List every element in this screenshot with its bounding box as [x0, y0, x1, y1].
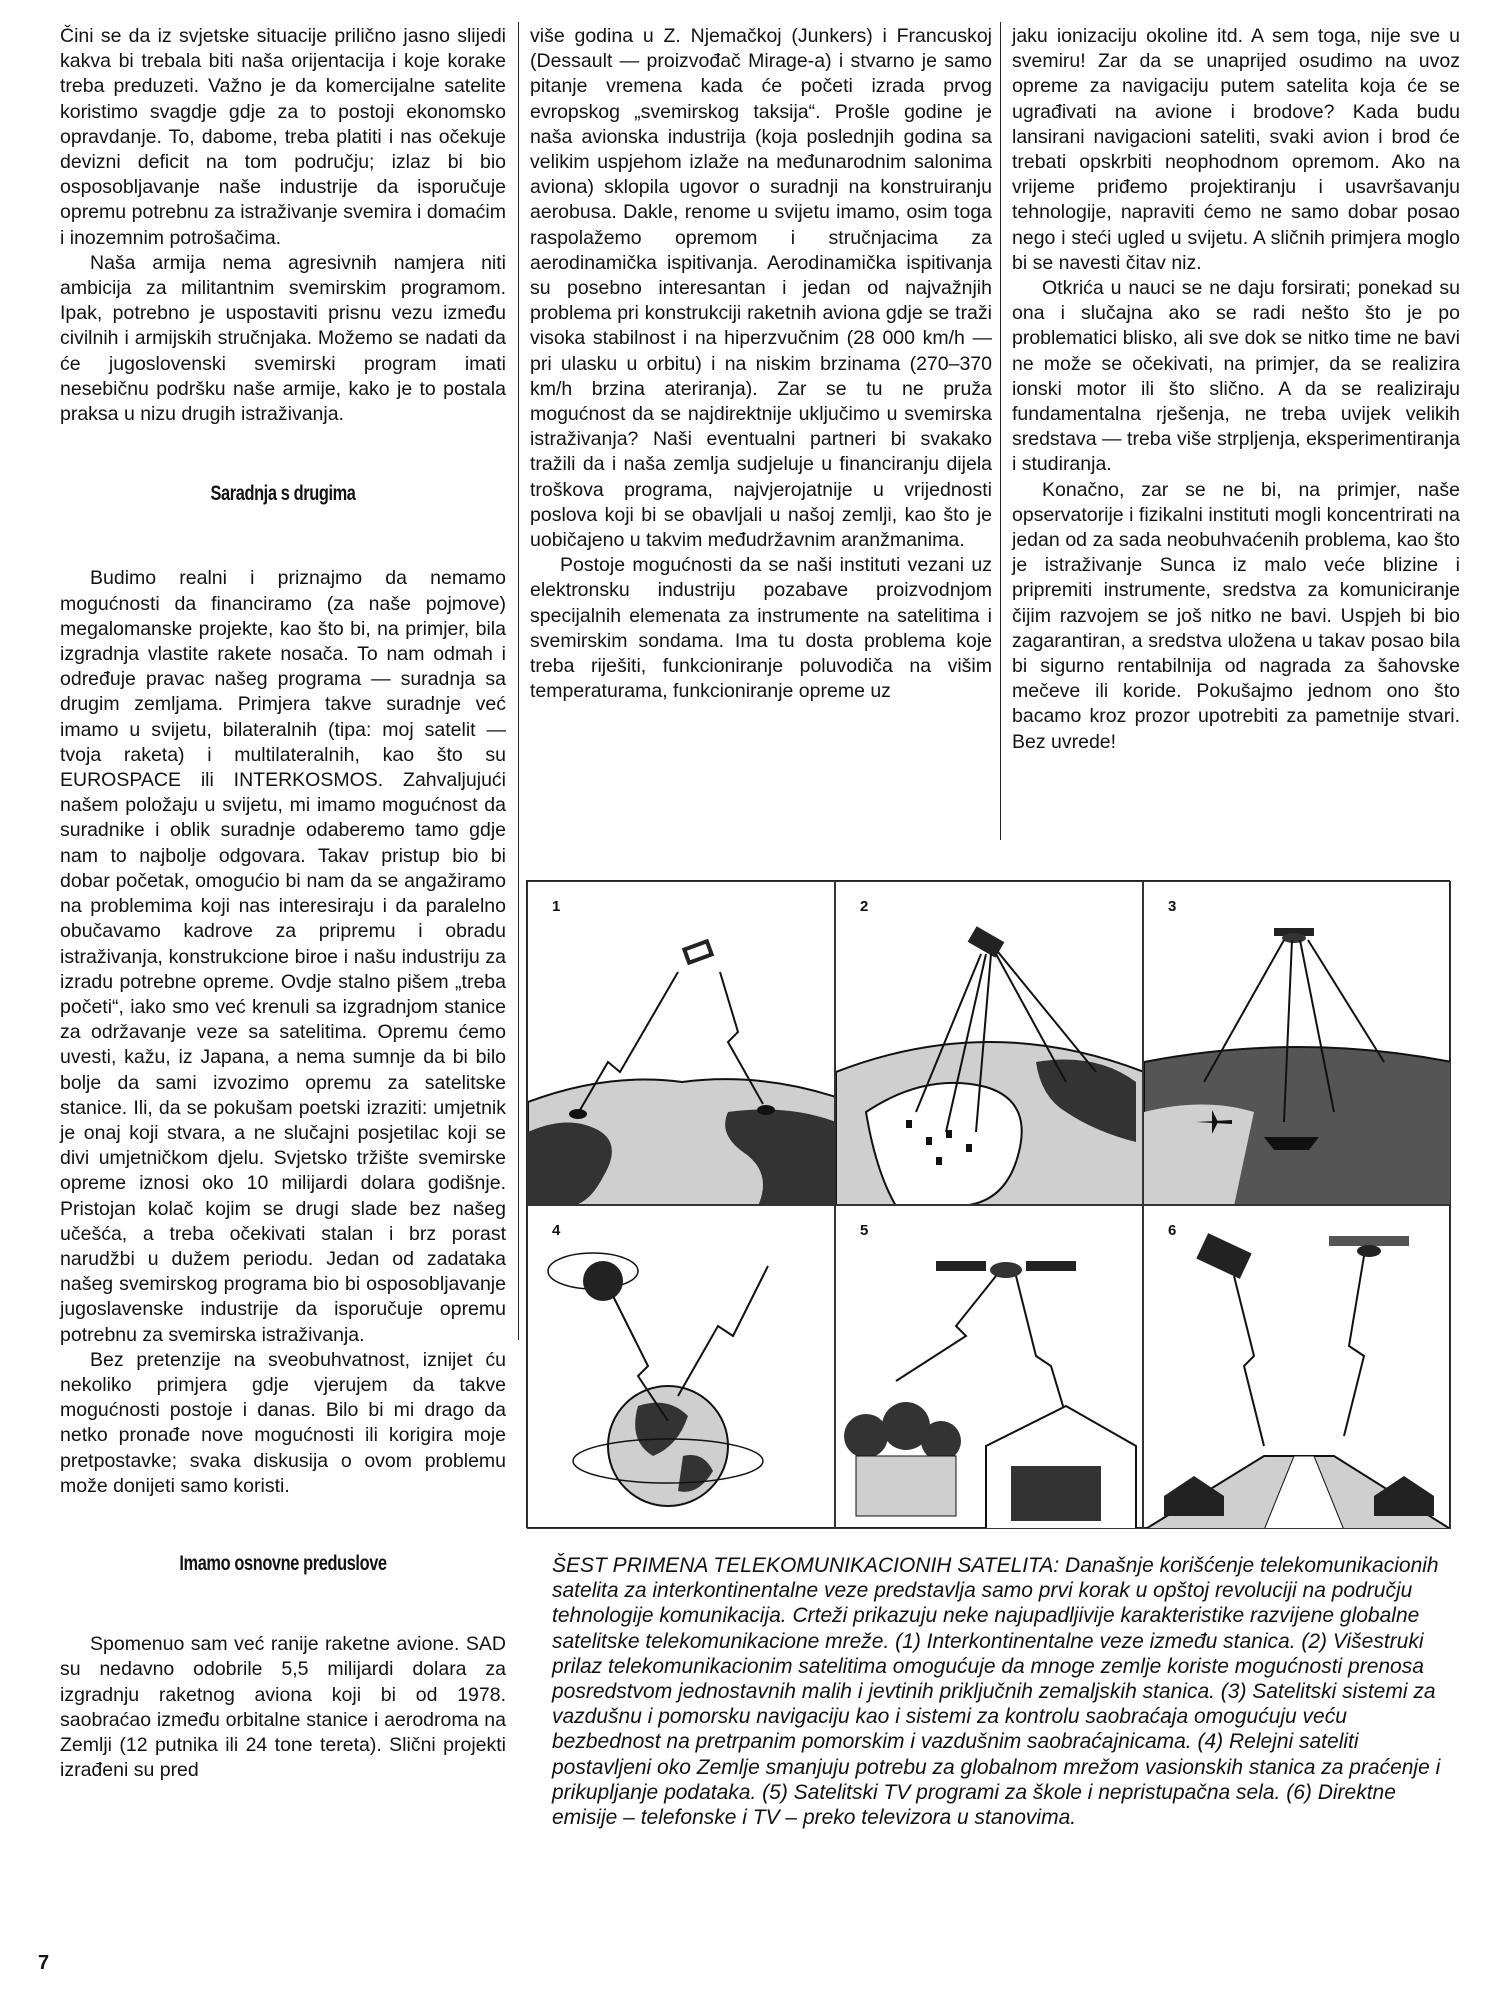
page-number: 7	[38, 1952, 50, 1974]
paragraph: jaku ionizaciju okoline itd. A sem toga, nije sve u svemiru! Zar da se unaprijed osudimo na uvoz opreme za navigaciju putem satelita koja će se ugrađivati na avione i brodove? Kada budu lansirani navigacioni sateliti, svaki avion i brod će trebati opskrbiti neophodnom opremom. Ako na vrijeme priđemo projektiranju i usavršavanju tehnologije, napraviti ćemo ne samo dobar posao nego i steći ugled u svijetu. A sličnih primjera moglo bi se navesti čitav niz.	[1012, 25, 1460, 274]
relay-satellites-drawing	[528, 1206, 835, 1529]
satellite-icon	[682, 939, 714, 965]
moon-icon	[583, 1261, 623, 1301]
tv-for-schools-drawing	[836, 1206, 1143, 1529]
satellite-icon	[936, 1261, 1076, 1278]
article-column-3	[1012, 24, 1460, 755]
panel-number: 5	[860, 1222, 869, 1239]
illustration-panel-2	[835, 881, 1143, 1205]
paragraph: Čini se da iz svjetske situacije prilično jasno slijedi kakva bi trebala biti naša orijentacija i koje korake treba preduzeti. Važno je da komercijalne satelite koristimo svagdje gdje za to postoji ekonomsko opravdanje. To, dabome, treba platiti i nas očekuje devizni deficit na tom području; izlaz bi bio osposobljavanje naše industrije da isporučuje opremu potrebnu za istraživanje svemira i domaćim i inozemnim potrošačima.	[60, 25, 506, 249]
panel-number: 2	[860, 898, 869, 915]
section-heading-cooperation: Saradnja s drugima	[210, 482, 356, 506]
paragraph: Otkrića u nauci se ne daju forsirati; ponekad su ona i slučajna ako se radi nešto što je po problematici blisko, ali sve dok se nitko time ne bavi ne može se očekivati, na primjer, da se realizira ionski motor ili što slično. A da se realiziraju fundamentalna rješenja, ne treba uvijek velikih sredstava — treba više strpljenja, eksperimentiranja i studiranja.	[1012, 277, 1460, 476]
paragraph: Budimo realni i priznajmo da nemamo mogućnosti da financiramo (za naše pojmove) megalomanske projekte, kao što bi, na primjer, bila izgradnja vlastite rakete nosača. To nam odmah i određuje pravac našeg programa — suradnja sa drugim zemljama. Primjera takve suradnje već imamo u svijetu, bilateralnih (tipa: moj satelit — tvoja raketa) i multilateralnih, kao što su EUROSPACE ili INTERKOSMOS. Zahvaljujući našem položaju u svijetu, mi imamo mogućnost da suradnike i oblik suradnje odaberemo tamo gdje nam to najbolje odgovara. Takav pristup bio bi dobar početak, omogućio bi nam da se angažiramo na problemima koji nas interesiraju i da paralelno obučavamo kadrove za pripremu i obradu istraživanja, konstrukcione biroe i našu industriju za izradu potrebne opreme. Ovdje stalno pišem „treba početi“, iako smo već krenuli sa izgradnjom stanice za održavanje veze sa satelitima. Opremu ćemo uvesti, kažu, iz Japana, a nema sumnje da bi bilo bolje da sami izvozimo opremu za satelitske stanice. Ili, da se pokušam poetski izraziti: umjetnik je onaj koji stvara, a ne slučajni posjetilac koji se divi umjetničkom djelu. Svjetsko tržište svemirske opreme iznosi oko 10 milijardi dolara godišnje. Pristojan kolač kojim se drugi slade bez našeg učešća, a treba očekivati stalan i brz porast narudžbi u dužem periodu. Jedan od zadataka našeg svemirskog programa bio bi osposobljavanje jugoslavenske industrije da isporučuje opremu potrebnu za svemirska istraživanja.	[60, 567, 506, 1346]
paragraph: Konačno, zar se ne bi, na primjer, naše opservatorije i fizikalni instituti mogli koncentrirati na jedan od za sada neobuhvaćenih problema, kao što je istraživanje Sunca iz malo veće blizine i pripremiti instrumente, sredstva za komuniciranje čijim razvojem se još nitko ne bavi. Uspjeh bi bio zagarantiran, a sredstva uložena u takav posao bila bi sigurno rentabilnija od nagrada za šahovske mečeve ili koride. Pokušajmo jednom ono što bacamo kroz prozor upotrebiti za pametnije stvari. Bez uvrede!	[1012, 478, 1460, 753]
illustration-panel-4	[527, 1205, 835, 1529]
intercontinental-link-drawing	[528, 882, 835, 1205]
illustration-panel-6	[1143, 1205, 1451, 1529]
satellite-illustration-grid	[526, 880, 1450, 1528]
illustration-panel-1	[527, 881, 835, 1205]
paragraph: Spomenuo sam već ranije raketne avione. SAD su nedavno odobrile 5,5 milijardi dolara za izgradnju raketnog aviona koji bi od 1978. saobraćao između orbitalne stanice i aerodroma na Zemlji (12 putnika ili 24 tone tereta). Slični projekti izrađeni su pred	[60, 1633, 506, 1782]
panel-number: 4	[552, 1222, 561, 1239]
paragraph: Postoje mogućnosti da se naši instituti vezani uz elektronsku industriju pozabave proizvodnjom specijalnih elemenata za instrumente na satelitima i svemirskim sondama. Ima tu dosta problema koje treba riješiti, funkcioniranje poluvodiča na višim temperaturama, funkcioniranje opreme uz	[530, 554, 992, 703]
caption-text: Današnje korišćenje telekomunikacionih satelita za interkontinentalne veze predstavlja samo prvi korak u opštoj revoluciji na području tehnologije komunikacija. Crteži prikazuju neke najupadljivije karakteristike razvijene globalne satelitske telekomunikacione mreže. (1) Interkontinentalne veze između stanica. (2) Višestruki prilaz telekomunikacionim satelitima omogućuje da mnoge zemlje koriste mogućnosti prenosa posredstvom jednostavnih malih i jevtinih priključnih zemaljskih stanica. (3) Satelitski sistemi za vazdušnu i pomorsku navigaciju kao i sistemi za kontrolu saobraćaja omogućuju veću bezbednost na pretrpanim pomorskim i vazdušnim saobraćajnicama. (4) Relejni sateliti postavljeni oko Zemlje smanjuju potrebu za globalnom mrežom vasionskih stanica za praćenje i prikupljanje podataka. (5) Satelitski TV programi za škole i nepristupačna sela. (6) Direktne emisije – telefonske i TV – preko televizora u stanovima.	[552, 1554, 1441, 1830]
paragraph: Naša armija nema agresivnih namjera niti ambicija za militantnim svemirskim programom. Ipak, potrebno je uspostaviti prisnu vezu između civilnih i armijskih stručnjaka. Možemo se nadati da će jugoslovenski svemirski program imati nesebičnu podršku naše armije, kako je to postala praksa u nizu drugih istraživanja.	[60, 251, 506, 426]
panel-number: 6	[1168, 1222, 1177, 1239]
village-trees	[844, 1402, 961, 1461]
paragraph: Bez pretenzije na sveobuhvatnost, iznijet ću nekoliko primjera gdje vjerujem da takve mogućnosti postoje i danas. Bilo bi mi drago da netko pronađe nove mogućnosti ili korigira moje pretpostavke; svaka diskusija o ovom problemu može donijeti samo koristi.	[60, 1348, 506, 1497]
panel-number: 3	[1168, 898, 1177, 915]
multiple-access-drawing	[836, 882, 1143, 1205]
column-rule-left	[518, 22, 519, 1340]
illustration-panel-3	[1143, 881, 1451, 1205]
section-heading-prerequisites: Imamo osnovne preduslove	[179, 1551, 387, 1575]
column-rule-right	[1000, 22, 1001, 840]
article-column-1	[60, 24, 506, 1783]
navigation-drawing	[1144, 882, 1451, 1205]
caption-lead: ŠEST PRIMENA TELEKOMUNIKACIONIH SATELITA:	[552, 1554, 1060, 1577]
direct-broadcast-drawing	[1144, 1206, 1451, 1529]
article-column-2	[530, 24, 992, 704]
figure-caption	[552, 1553, 1452, 1830]
satellite-icon	[1196, 1233, 1251, 1279]
panel-number: 1	[552, 898, 561, 915]
illustration-panel-5	[835, 1205, 1143, 1529]
paragraph: više godina u Z. Njemačkoj (Junkers) i Francuskoj (Dessault — proizvođač Mirage-a) i stvarno je samo pitanje vremena kada će početi izrada prvog evropskog „svemirskog taksija“. Prošle godine je naša avionska industrija (koja poslednjih godina sa velikim uspjehom izlaže na međunarodnim salonima aviona) sklopila ugovor o suradnji na konstruiranju aerobusa. Dakle, renome u svijetu imamo, osim toga raspolažemo opremom i stručnjacima za aerodinamička ispitivanja. Aerodinamička ispitivanja su posebno interesantan i jedan od najvažnjih problema pri konstrukciji raketnih aviona gdje se traži visoka stabilnost i na hiperzvučnim (28 000 km/h — pri ulasku u orbitu) i na niskim brzinama (270–370 km/h brzina ateriranja). Zar se tu ne pruža mogućnost da se najdirektnije uključimo u svemirska istraživanja? Naši eventualni partneri bi svakako tražili da i naša zemlja sudjeluje u financiranju dijela troškova programa, najvjerojatnije u vrijednosti poslova koji bi se obavljali u našoj zemlji, kao što je uobičajeno u takvim međudržavnim aranžmanima.	[530, 25, 992, 552]
satellite-icon	[1329, 1236, 1409, 1257]
